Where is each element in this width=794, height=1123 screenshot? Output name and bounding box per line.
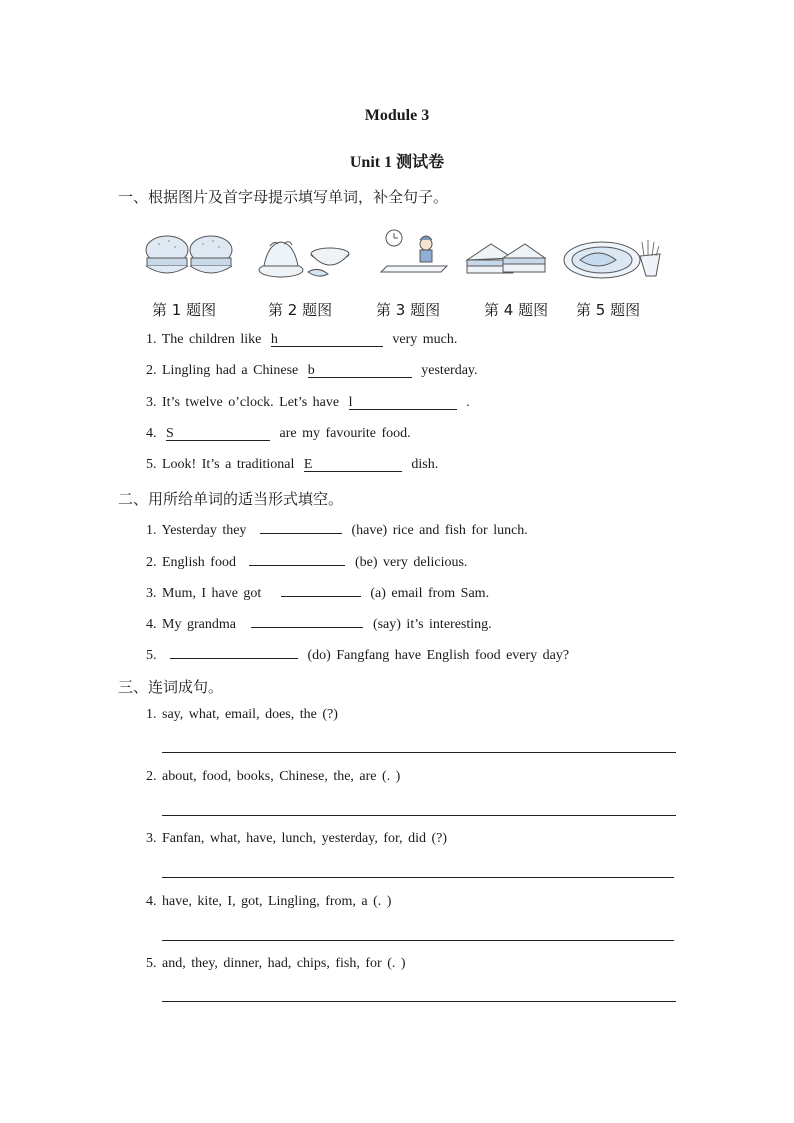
fish-and-chips-icon <box>562 232 668 282</box>
dumplings-icon <box>256 232 356 280</box>
s1-question-5 <box>146 457 438 473</box>
s1-q3-text: 3. It’s twelve o’clock. Let’s have <box>146 395 340 410</box>
s1-question-2 <box>146 363 478 379</box>
s2-q5-text: 5. <box>146 648 157 663</box>
s1-question-1 <box>146 332 457 348</box>
s2-q2-blank[interactable] <box>249 551 345 566</box>
section-1-heading: 一、根据图片及首字母提示填写单词，补全句子。 <box>118 188 449 206</box>
s2-q2-tail: (be) very delicious. <box>354 555 468 570</box>
s2-question-5 <box>146 644 569 664</box>
module-title: Module 3 <box>364 107 430 124</box>
s1-q4-letter: S <box>166 426 174 441</box>
s2-q1-tail: (have) rice and fish for lunch. <box>351 523 528 538</box>
caption-1: 第 1 题图 <box>152 301 217 319</box>
s1-q3-letter: l <box>348 395 353 410</box>
s3-item-5: 5. and, they, dinner, had, chips, fish, for (. ) <box>146 956 406 971</box>
s2-question-3 <box>146 582 489 602</box>
s1-q1-blank[interactable] <box>271 332 383 347</box>
s1-q1-letter: h <box>270 332 278 347</box>
s1-q4-blank[interactable] <box>166 426 270 441</box>
s3-answer-line-2[interactable] <box>162 815 676 816</box>
s1-q4-tail: are my favourite food. <box>279 426 411 441</box>
s3-item-1: 1. say, what, email, does, the (?) <box>146 707 338 722</box>
caption-2: 第 2 题图 <box>268 301 333 319</box>
s2-q2-text: 2. English food <box>146 555 236 570</box>
unit-title: Unit 1 测试卷 <box>349 154 445 171</box>
s3-item-3: 3. Fanfan, what, have, lunch, yesterday, for, did (?) <box>146 831 448 846</box>
s2-q4-blank[interactable] <box>251 613 363 628</box>
s2-q5-blank[interactable] <box>170 644 298 659</box>
s1-question-4 <box>146 426 411 442</box>
sandwich-icon <box>463 238 549 280</box>
caption-3: 第 3 题图 <box>376 301 441 319</box>
s1-q5-tail: dish. <box>411 457 439 472</box>
s2-q3-tail: (a) email from Sam. <box>370 586 490 601</box>
s3-answer-line-3[interactable] <box>162 877 674 878</box>
s1-q4-text: 4. <box>146 426 157 441</box>
s2-question-2 <box>146 551 467 571</box>
s1-q1-text: 1. The children like <box>146 332 262 347</box>
lunch-table-icon <box>376 226 456 280</box>
s1-q2-blank[interactable] <box>308 363 412 378</box>
s2-q5-tail: (do) Fangfang have English food every day? <box>307 648 570 663</box>
s1-q5-letter: E <box>303 457 313 472</box>
section-2-heading: 二、用所给单词的适当形式填空。 <box>118 490 344 508</box>
s2-q1-text: 1. Yesterday they <box>146 523 247 538</box>
s2-q1-blank[interactable] <box>260 519 342 534</box>
s1-question-3 <box>146 395 470 411</box>
s1-q3-tail: . <box>466 395 470 410</box>
s2-q4-text: 4. My grandma <box>146 617 236 632</box>
s1-q1-tail: very much. <box>392 332 458 347</box>
s2-q4-tail: (say) it’s interesting. <box>372 617 492 632</box>
s2-question-1 <box>146 519 528 539</box>
s1-q3-blank[interactable] <box>349 395 457 410</box>
s1-q5-text: 5. Look! It’s a traditional <box>146 457 295 472</box>
s1-q2-letter: b <box>307 363 315 378</box>
section-3-heading: 三、连词成句。 <box>118 678 224 696</box>
s3-answer-line-5[interactable] <box>162 1001 676 1002</box>
s1-q2-text: 2. Lingling had a Chinese <box>146 363 299 378</box>
caption-5: 第 5 题图 <box>576 301 641 319</box>
s1-q2-tail: yesterday. <box>421 363 478 378</box>
s1-q5-blank[interactable] <box>304 457 402 472</box>
caption-4: 第 4 题图 <box>484 301 549 319</box>
s3-item-4: 4. have, kite, I, got, Lingling, from, a (. ) <box>146 894 392 909</box>
s2-question-4 <box>146 613 492 633</box>
hamburger-icon <box>143 232 238 280</box>
s3-answer-line-1[interactable] <box>162 752 676 753</box>
s3-item-2: 2. about, food, books, Chinese, the, are (. ) <box>146 769 401 784</box>
s2-q3-text: 3. Mum, I have got <box>146 586 262 601</box>
s3-answer-line-4[interactable] <box>162 940 674 941</box>
s2-q3-blank[interactable] <box>281 582 361 597</box>
